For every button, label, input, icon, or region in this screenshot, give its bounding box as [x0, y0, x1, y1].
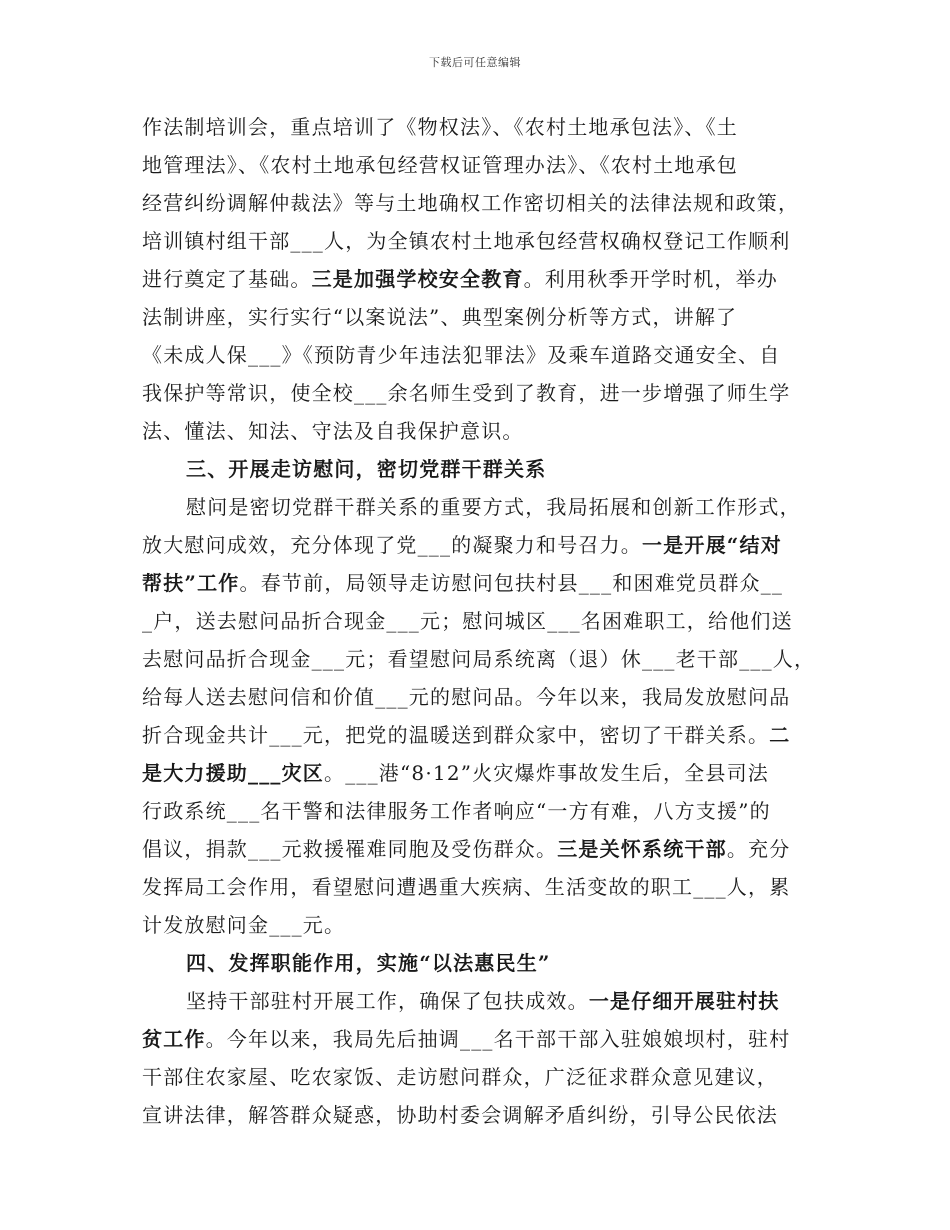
text-segment: 干部住农家屋、吃农家饭、走访慰问群众，广泛征求群众意见建议，: [142, 1065, 778, 1089]
text-line: [142, 260, 810, 298]
text-line: [142, 792, 810, 830]
text-line: [142, 1058, 810, 1096]
text-line: [142, 906, 810, 944]
text-line: [142, 298, 810, 336]
text-line: [142, 412, 810, 450]
text-segment: 三、开展走访慰问，密切党群干群关系: [186, 457, 547, 481]
text-segment: 慰问是密切党群干群关系的重要方式，我局拓展和创新工作形式，: [186, 495, 801, 519]
text-segment: 。充分: [726, 837, 791, 861]
text-line: [142, 526, 810, 564]
text-line: [142, 716, 810, 754]
bold-phrase: 是大力援助___灾区: [142, 761, 324, 785]
text-line: [142, 146, 810, 184]
text-segment: 给每人送去慰问信和价值___元的慰问品。今年以来，我局发放慰问品: [142, 685, 791, 709]
text-segment: 倡议，捐款___元救援罹难同胞及受伤群众。: [142, 837, 558, 861]
page-header: 下载后可任意编辑: [429, 56, 521, 69]
text-segment: 折合现金共计___元，把党的温暖送到群众家中，密切了干群关系。: [142, 723, 770, 747]
bold-phrase: 二: [769, 723, 791, 747]
text-segment: 。春节前，局领导走访慰问包扶村县___和困难党员群众__: [239, 571, 784, 595]
section-heading: [142, 944, 810, 982]
text-segment: _户，送去慰问品折合现金___元；慰问城区___名困难职工，给他们送: [142, 609, 793, 633]
text-segment: 。___港“8·12”火灾爆炸事故发生后，全县司法: [324, 761, 769, 785]
text-line: [142, 374, 810, 412]
text-segment: 经营纠纷调解仲裁法》等与土地确权工作密切相关的法律法规和政策，: [142, 191, 800, 215]
text-line: [142, 1020, 810, 1058]
text-line: [142, 1096, 810, 1134]
text-segment: 放大慰问成效，充分体现了党___的凝聚力和号召力。: [142, 533, 642, 557]
text-line: [142, 640, 816, 678]
text-segment: 法、懂法、知法、守法及自我保护意识。: [142, 419, 524, 443]
text-segment: 进行奠定了基础。: [142, 267, 312, 291]
text-segment: 我保护等常识，使全校___余名师生受到了教育，进一步增强了师生学: [142, 381, 791, 405]
text-segment: 行政系统___名干警和法律服务工作者响应“一方有难，八方支援”的: [142, 799, 771, 823]
text-segment: 法制讲座，实行实行“以案说法”、典型案例分析等方式，讲解了: [142, 305, 738, 329]
text-line: [142, 754, 810, 792]
text-line: [142, 222, 810, 260]
text-line: [142, 678, 810, 716]
text-segment: 培训镇村组干部___人，为全镇农村土地承包经营权确权登记工作顺利: [142, 229, 791, 253]
text-segment: 发挥局工会作用，看望慰问遭遇重大疾病、生活变故的职工___人，累: [142, 875, 791, 899]
bold-phrase: 一是开展“结对: [642, 533, 782, 557]
text-line: [142, 488, 810, 526]
text-segment: 宣讲法律，解答群众疑惑，协助村委会调解矛盾纠纷，引导公民依法: [142, 1103, 778, 1127]
bold-phrase: 贫工作: [142, 1027, 206, 1051]
text-segment: 去慰问品折合现金___元；看望慰问局系统离（退）休___老干部___人，: [142, 647, 816, 671]
bold-phrase: 一是仔细开展驻村扶: [588, 989, 780, 1013]
document-body: [142, 108, 816, 1134]
bold-phrase: 帮扶”工作: [142, 571, 240, 595]
text-segment: 坚持干部驻村开展工作，确保了包扶成效。: [186, 989, 589, 1013]
text-line: [142, 982, 810, 1020]
text-segment: 。今年以来，我局先后抽调___名干部干部入驻娘娘坝村，驻村: [205, 1027, 791, 1051]
text-segment: 地管理法》、《农村土地承包经营权证管理办法》、《农村土地承包: [142, 153, 738, 177]
bold-phrase: 三是加强学校安全教育: [311, 267, 524, 291]
text-segment: 四、发挥职能作用，实施“以法惠民生”: [186, 951, 551, 975]
section-heading: [142, 450, 810, 488]
text-line: [142, 184, 810, 222]
text-segment: 。利用秋季开学时机，举办: [523, 267, 779, 291]
bold-phrase: 三是关怀系统干部: [557, 837, 727, 861]
text-segment: 计发放慰问金___元。: [142, 913, 346, 937]
text-line: [142, 830, 810, 868]
text-segment: 作法制培训会，重点培训了《物权法》、《农村土地承包法》、《土: [142, 115, 738, 139]
text-line: [142, 602, 810, 640]
text-line: [142, 108, 810, 146]
text-line: [142, 336, 810, 374]
text-segment: 《未成人保___》《预防青少年违法犯罪法》及乘车道路交通安全、自: [142, 343, 781, 367]
text-line: [142, 868, 810, 906]
text-line: [142, 564, 810, 602]
